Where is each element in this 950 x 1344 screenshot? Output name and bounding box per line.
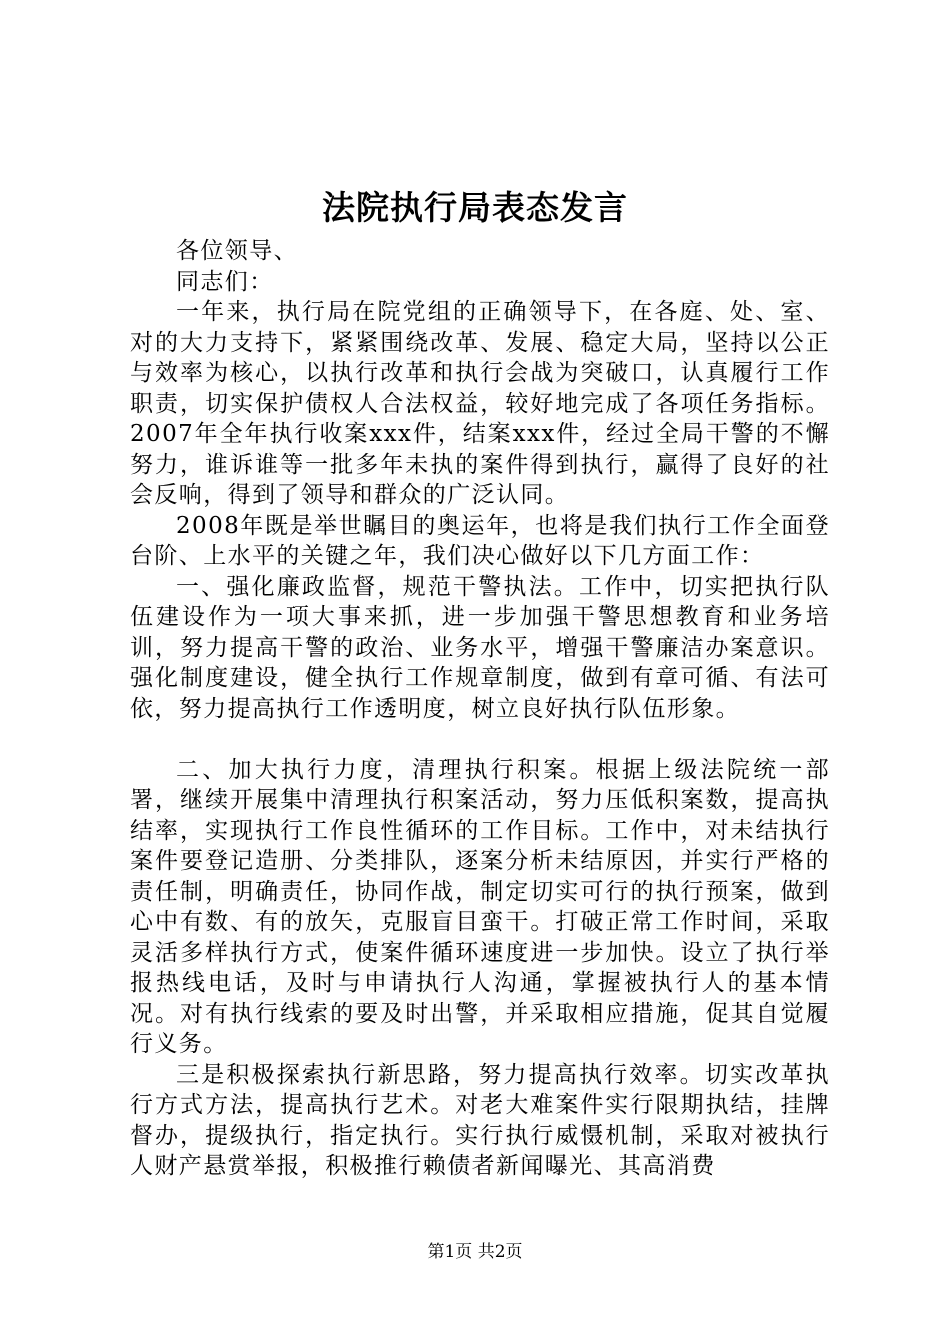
page-footer: 第1页 共2页 (427, 1242, 523, 1262)
document-title: 法院执行局表态发言 (322, 188, 628, 227)
document-body (130, 236, 830, 1182)
paragraph-intro-2008: 2008年既是举世瞩目的奥运年，也将是我们执行工作全面登台阶、上水平的关键之年，我们决心做好以下几方面工作： (130, 512, 830, 569)
paragraph-point-3: 三是积极探索执行新思路，努力提高执行效率。切实改革执行方式方法，提高执行艺术。对老大难案件实行限期执结，挂牌督办，提级执行，指定执行。实行执行威慑机制，采取对被执行人财产悬赏举报，积极推行赖债者新闻曝光、其高消费 (130, 1061, 830, 1179)
paragraph-gap (130, 724, 830, 755)
paragraph-point-2: 二、加大执行力度，清理执行积案。根据上级法院统一部署，继续开展集中清理执行积案活动，努力压低积案数，提高执结率，实现执行工作良性循环的工作目标。工作中，对未结执行案件要登记造册、分类排队，逐案分析未结原因，并实行严格的责任制，明确责任，协同作战，制定切实可行的执行预案，做到心中有数、有的放矢，克服盲目蛮干。打破正常工作时间，采取灵活多样执行方式，使案件循环速度进一步加快。设立了执行举报热线电话，及时与申请执行人沟通，掌握被执行人的基本情况。对有执行线索的要及时出警，并采取相应措施，促其自觉履行义务。 (130, 756, 830, 1057)
salutation-line-1: 各位领导、 (176, 238, 298, 264)
salutation-line-2: 同志们： (176, 268, 274, 295)
paragraph-review: 一年来，执行局在院党组的正确领导下，在各庭、处、室、对的大力支持下，紧紧围绕改革、发展、稳定大局，坚持以公正与效率为核心，以执行改革和执行会战为突破口，认真履行工作职责，切实保护债权人合法权益，较好地完成了各项任务指标。2007年全年执行收案xxx件，结案xxx件，经过全局干警的不懈努力，谁诉谁等一批多年未执的案件得到执行，赢得了良好的社会反响，得到了领导和群众的广泛认同。 (130, 299, 830, 508)
paragraph-point-1: 一、强化廉政监督，规范干警执法。工作中，切实把执行队伍建设作为一项大事来抓，进一步加强干警思想教育和业务培训，努力提高干警的政治、业务水平，增强干警廉洁办案意识。强化制度建设，健全执行工作规章制度，做到有章可循、有法可依，努力提高执行工作透明度，树立良好执行队伍形象。 (130, 573, 830, 722)
